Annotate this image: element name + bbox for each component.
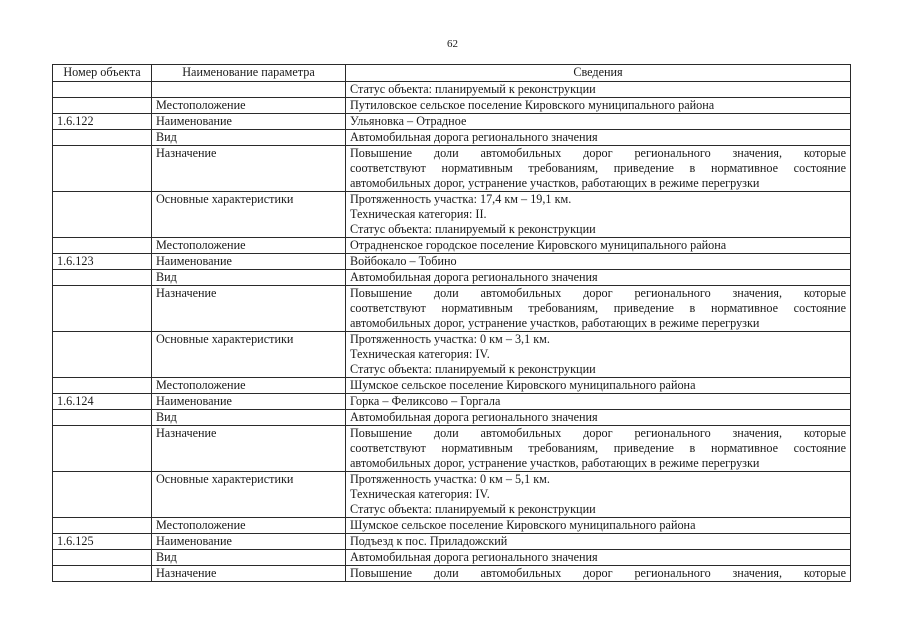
table-row bbox=[53, 394, 851, 410]
details-line: Повышение доли автомобильных дорог регионального значения, которые bbox=[350, 566, 846, 580]
object-number-cell bbox=[53, 410, 152, 426]
object-number-cell bbox=[53, 472, 152, 518]
details-line: Протяженность участка: 17,4 км – 19,1 км. bbox=[350, 192, 572, 206]
details-cell bbox=[346, 394, 851, 410]
object-number-cell: 1.6.123 bbox=[53, 254, 152, 270]
table-row bbox=[53, 332, 851, 378]
parameter-name-cell: Вид bbox=[152, 270, 346, 286]
parameter-name-cell: Наименование bbox=[152, 254, 346, 270]
table-row bbox=[53, 426, 851, 472]
details-line: соответствуют нормативным требованиям, приведение в нормативное состояние bbox=[350, 441, 846, 455]
details-cell bbox=[346, 550, 851, 566]
table-row bbox=[53, 130, 851, 146]
object-number-cell bbox=[53, 286, 152, 332]
details-cell bbox=[346, 114, 851, 130]
parameter-name-cell: Назначение bbox=[152, 566, 346, 582]
parameter-name-cell: Местоположение bbox=[152, 98, 346, 114]
details-line: соответствуют нормативным требованиям, приведение в нормативное состояние bbox=[350, 301, 846, 315]
details-cell bbox=[346, 332, 851, 378]
details-cell bbox=[346, 378, 851, 394]
object-number-cell: 1.6.124 bbox=[53, 394, 152, 410]
object-number-cell bbox=[53, 426, 152, 472]
header-object-number: Номер объекта bbox=[53, 65, 152, 82]
details-line: Шумское сельское поселение Кировского муниципального района bbox=[350, 378, 696, 392]
table-row bbox=[53, 566, 851, 582]
parameter-name-cell: Вид bbox=[152, 550, 346, 566]
parameter-name-cell: Основные характеристики bbox=[152, 192, 346, 238]
details-line: Ульяновка – Отрадное bbox=[350, 114, 467, 128]
object-number-cell bbox=[53, 378, 152, 394]
parameter-name-cell: Назначение bbox=[152, 286, 346, 332]
object-number-cell bbox=[53, 130, 152, 146]
details-cell bbox=[346, 192, 851, 238]
parameter-name-cell: Наименование bbox=[152, 534, 346, 550]
details-line: Статус объекта: планируемый к реконструкции bbox=[350, 362, 596, 376]
parameter-name-cell: Основные характеристики bbox=[152, 472, 346, 518]
details-cell bbox=[346, 534, 851, 550]
object-number-cell bbox=[53, 82, 152, 98]
object-number-cell bbox=[53, 192, 152, 238]
table-header-row bbox=[53, 65, 851, 82]
details-cell bbox=[346, 254, 851, 270]
details-line: Автомобильная дорога регионального значения bbox=[350, 410, 598, 424]
details-line: Повышение доли автомобильных дорог регионального значения, которые bbox=[350, 426, 846, 440]
parameter-name-cell: Назначение bbox=[152, 146, 346, 192]
details-line: Статус объекта: планируемый к реконструкции bbox=[350, 502, 596, 516]
details-cell bbox=[346, 472, 851, 518]
details-line: Техническая категория: IV. bbox=[350, 487, 490, 501]
object-number-cell bbox=[53, 146, 152, 192]
details-line: Отрадненское городское поселение Кировского муниципального района bbox=[350, 238, 727, 252]
parameter-name-cell: Вид bbox=[152, 410, 346, 426]
details-line: Войбокало – Тобино bbox=[350, 254, 457, 268]
parameter-name-cell: Местоположение bbox=[152, 378, 346, 394]
table-row bbox=[53, 114, 851, 130]
details-cell bbox=[346, 566, 851, 582]
details-line: автомобильных дорог, устранение участков, работающих в режиме перегрузки bbox=[350, 316, 760, 330]
table-row bbox=[53, 286, 851, 332]
details-cell bbox=[346, 130, 851, 146]
page-number: 62 bbox=[447, 38, 458, 50]
details-cell bbox=[346, 426, 851, 472]
object-number-cell bbox=[53, 270, 152, 286]
details-line: Повышение доли автомобильных дорог регионального значения, которые bbox=[350, 286, 846, 300]
details-line: автомобильных дорог, устранение участков, работающих в режиме перегрузки bbox=[350, 176, 760, 190]
table-body bbox=[53, 82, 851, 582]
details-line: автомобильных дорог, устранение участков, работающих в режиме перегрузки bbox=[350, 456, 760, 470]
details-line: соответствуют нормативным требованиям, приведение в нормативное состояние bbox=[350, 161, 846, 175]
object-parameters-table bbox=[52, 64, 851, 582]
details-line: Техническая категория: II. bbox=[350, 207, 487, 221]
header-details: Сведения bbox=[346, 65, 851, 82]
object-number-cell bbox=[53, 332, 152, 378]
table-row bbox=[53, 192, 851, 238]
parameter-name-cell: Местоположение bbox=[152, 238, 346, 254]
parameter-name-cell: Наименование bbox=[152, 114, 346, 130]
details-line: Автомобильная дорога регионального значения bbox=[350, 550, 598, 564]
object-number-cell: 1.6.122 bbox=[53, 114, 152, 130]
table-row bbox=[53, 378, 851, 394]
parameter-name-cell: Основные характеристики bbox=[152, 332, 346, 378]
details-line: Статус объекта: планируемый к реконструкции bbox=[350, 82, 596, 96]
details-line: Горка – Феликсово – Горгала bbox=[350, 394, 501, 408]
details-cell bbox=[346, 410, 851, 426]
object-number-cell: 1.6.125 bbox=[53, 534, 152, 550]
object-number-cell bbox=[53, 550, 152, 566]
table-row bbox=[53, 550, 851, 566]
details-cell bbox=[346, 238, 851, 254]
object-number-cell bbox=[53, 518, 152, 534]
details-line: Автомобильная дорога регионального значения bbox=[350, 130, 598, 144]
details-cell bbox=[346, 518, 851, 534]
object-number-cell bbox=[53, 238, 152, 254]
table-row bbox=[53, 518, 851, 534]
table-row bbox=[53, 472, 851, 518]
parameter-name-cell: Вид bbox=[152, 130, 346, 146]
table-row bbox=[53, 270, 851, 286]
details-line: Автомобильная дорога регионального значения bbox=[350, 270, 598, 284]
details-line: Подъезд к пос. Приладожский bbox=[350, 534, 508, 548]
details-line: Шумское сельское поселение Кировского муниципального района bbox=[350, 518, 696, 532]
header-parameter-name: Наименование параметра bbox=[152, 65, 346, 82]
parameter-name-cell bbox=[152, 82, 346, 98]
table-row bbox=[53, 238, 851, 254]
table-row bbox=[53, 410, 851, 426]
table-row bbox=[53, 534, 851, 550]
details-line: Статус объекта: планируемый к реконструкции bbox=[350, 222, 596, 236]
details-cell bbox=[346, 270, 851, 286]
parameter-name-cell: Местоположение bbox=[152, 518, 346, 534]
parameter-name-cell: Назначение bbox=[152, 426, 346, 472]
details-line: Повышение доли автомобильных дорог регионального значения, которые bbox=[350, 146, 846, 160]
details-cell bbox=[346, 286, 851, 332]
table-row bbox=[53, 254, 851, 270]
object-number-cell bbox=[53, 98, 152, 114]
details-cell bbox=[346, 98, 851, 114]
table-row bbox=[53, 98, 851, 114]
details-line: Протяженность участка: 0 км – 3,1 км. bbox=[350, 332, 550, 346]
details-cell bbox=[346, 82, 851, 98]
details-line: Протяженность участка: 0 км – 5,1 км. bbox=[350, 472, 550, 486]
details-line: Путиловское сельское поселение Кировского муниципального района bbox=[350, 98, 715, 112]
table-row bbox=[53, 82, 851, 98]
table-row bbox=[53, 146, 851, 192]
details-line: Техническая категория: IV. bbox=[350, 347, 490, 361]
parameter-name-cell: Наименование bbox=[152, 394, 346, 410]
details-cell bbox=[346, 146, 851, 192]
object-number-cell bbox=[53, 566, 152, 582]
